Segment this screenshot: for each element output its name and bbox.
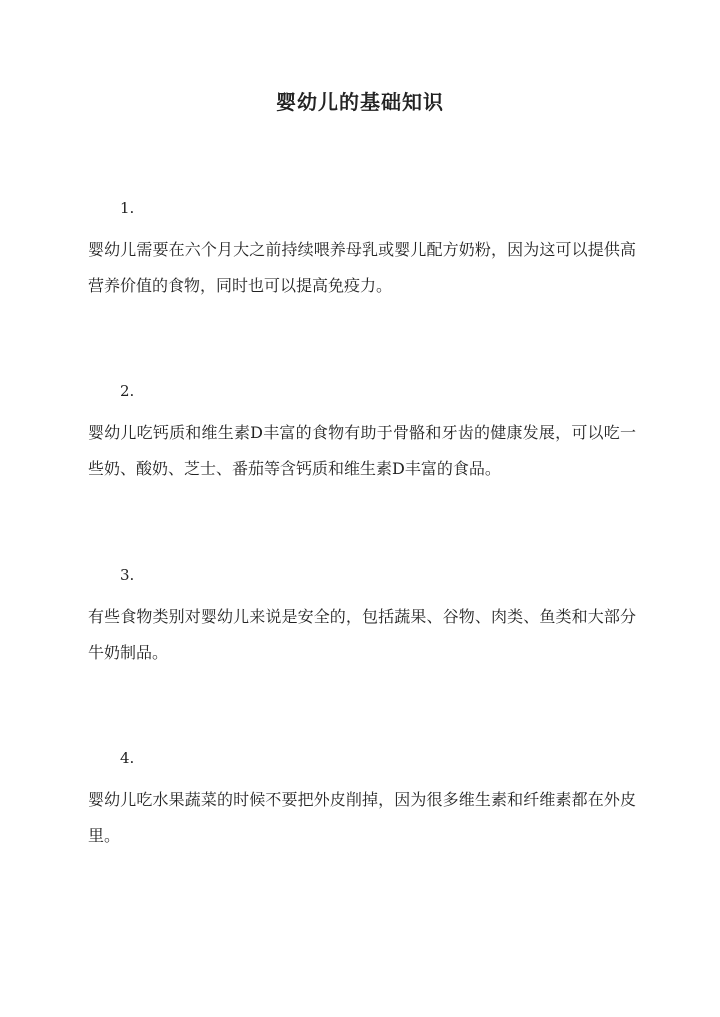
section-4 (88, 746, 636, 854)
section-number: 2. (120, 382, 135, 400)
section-number: 3. (120, 566, 135, 584)
section-number: 1. (120, 199, 135, 217)
section-paragraph: 婴幼儿需要在六个月大之前持续喂养母乳或婴儿配方奶粉，因为这可以提供高营养价值的食物，同时也可以提高免疫力。 (88, 240, 636, 295)
section-1 (88, 196, 636, 304)
section-2 (88, 379, 636, 487)
section-paragraph: 婴幼儿吃水果蔬菜的时候不要把外皮削掉，因为很多维生素和纤维素都在外皮里。 (88, 790, 636, 845)
section-paragraph: 婴幼儿吃钙质和维生素D丰富的食物有助于骨骼和牙齿的健康发展，可以吃一些奶、酸奶、芝士、番茄等含钙质和维生素D丰富的食品。 (88, 423, 636, 478)
section-number: 4. (120, 749, 135, 767)
section-3 (88, 563, 636, 671)
document-title: 婴幼儿的基础知识 (276, 90, 444, 114)
section-paragraph: 有些食物类别对婴幼儿来说是安全的，包括蔬果、谷物、肉类、鱼类和大部分牛奶制品。 (88, 607, 636, 662)
